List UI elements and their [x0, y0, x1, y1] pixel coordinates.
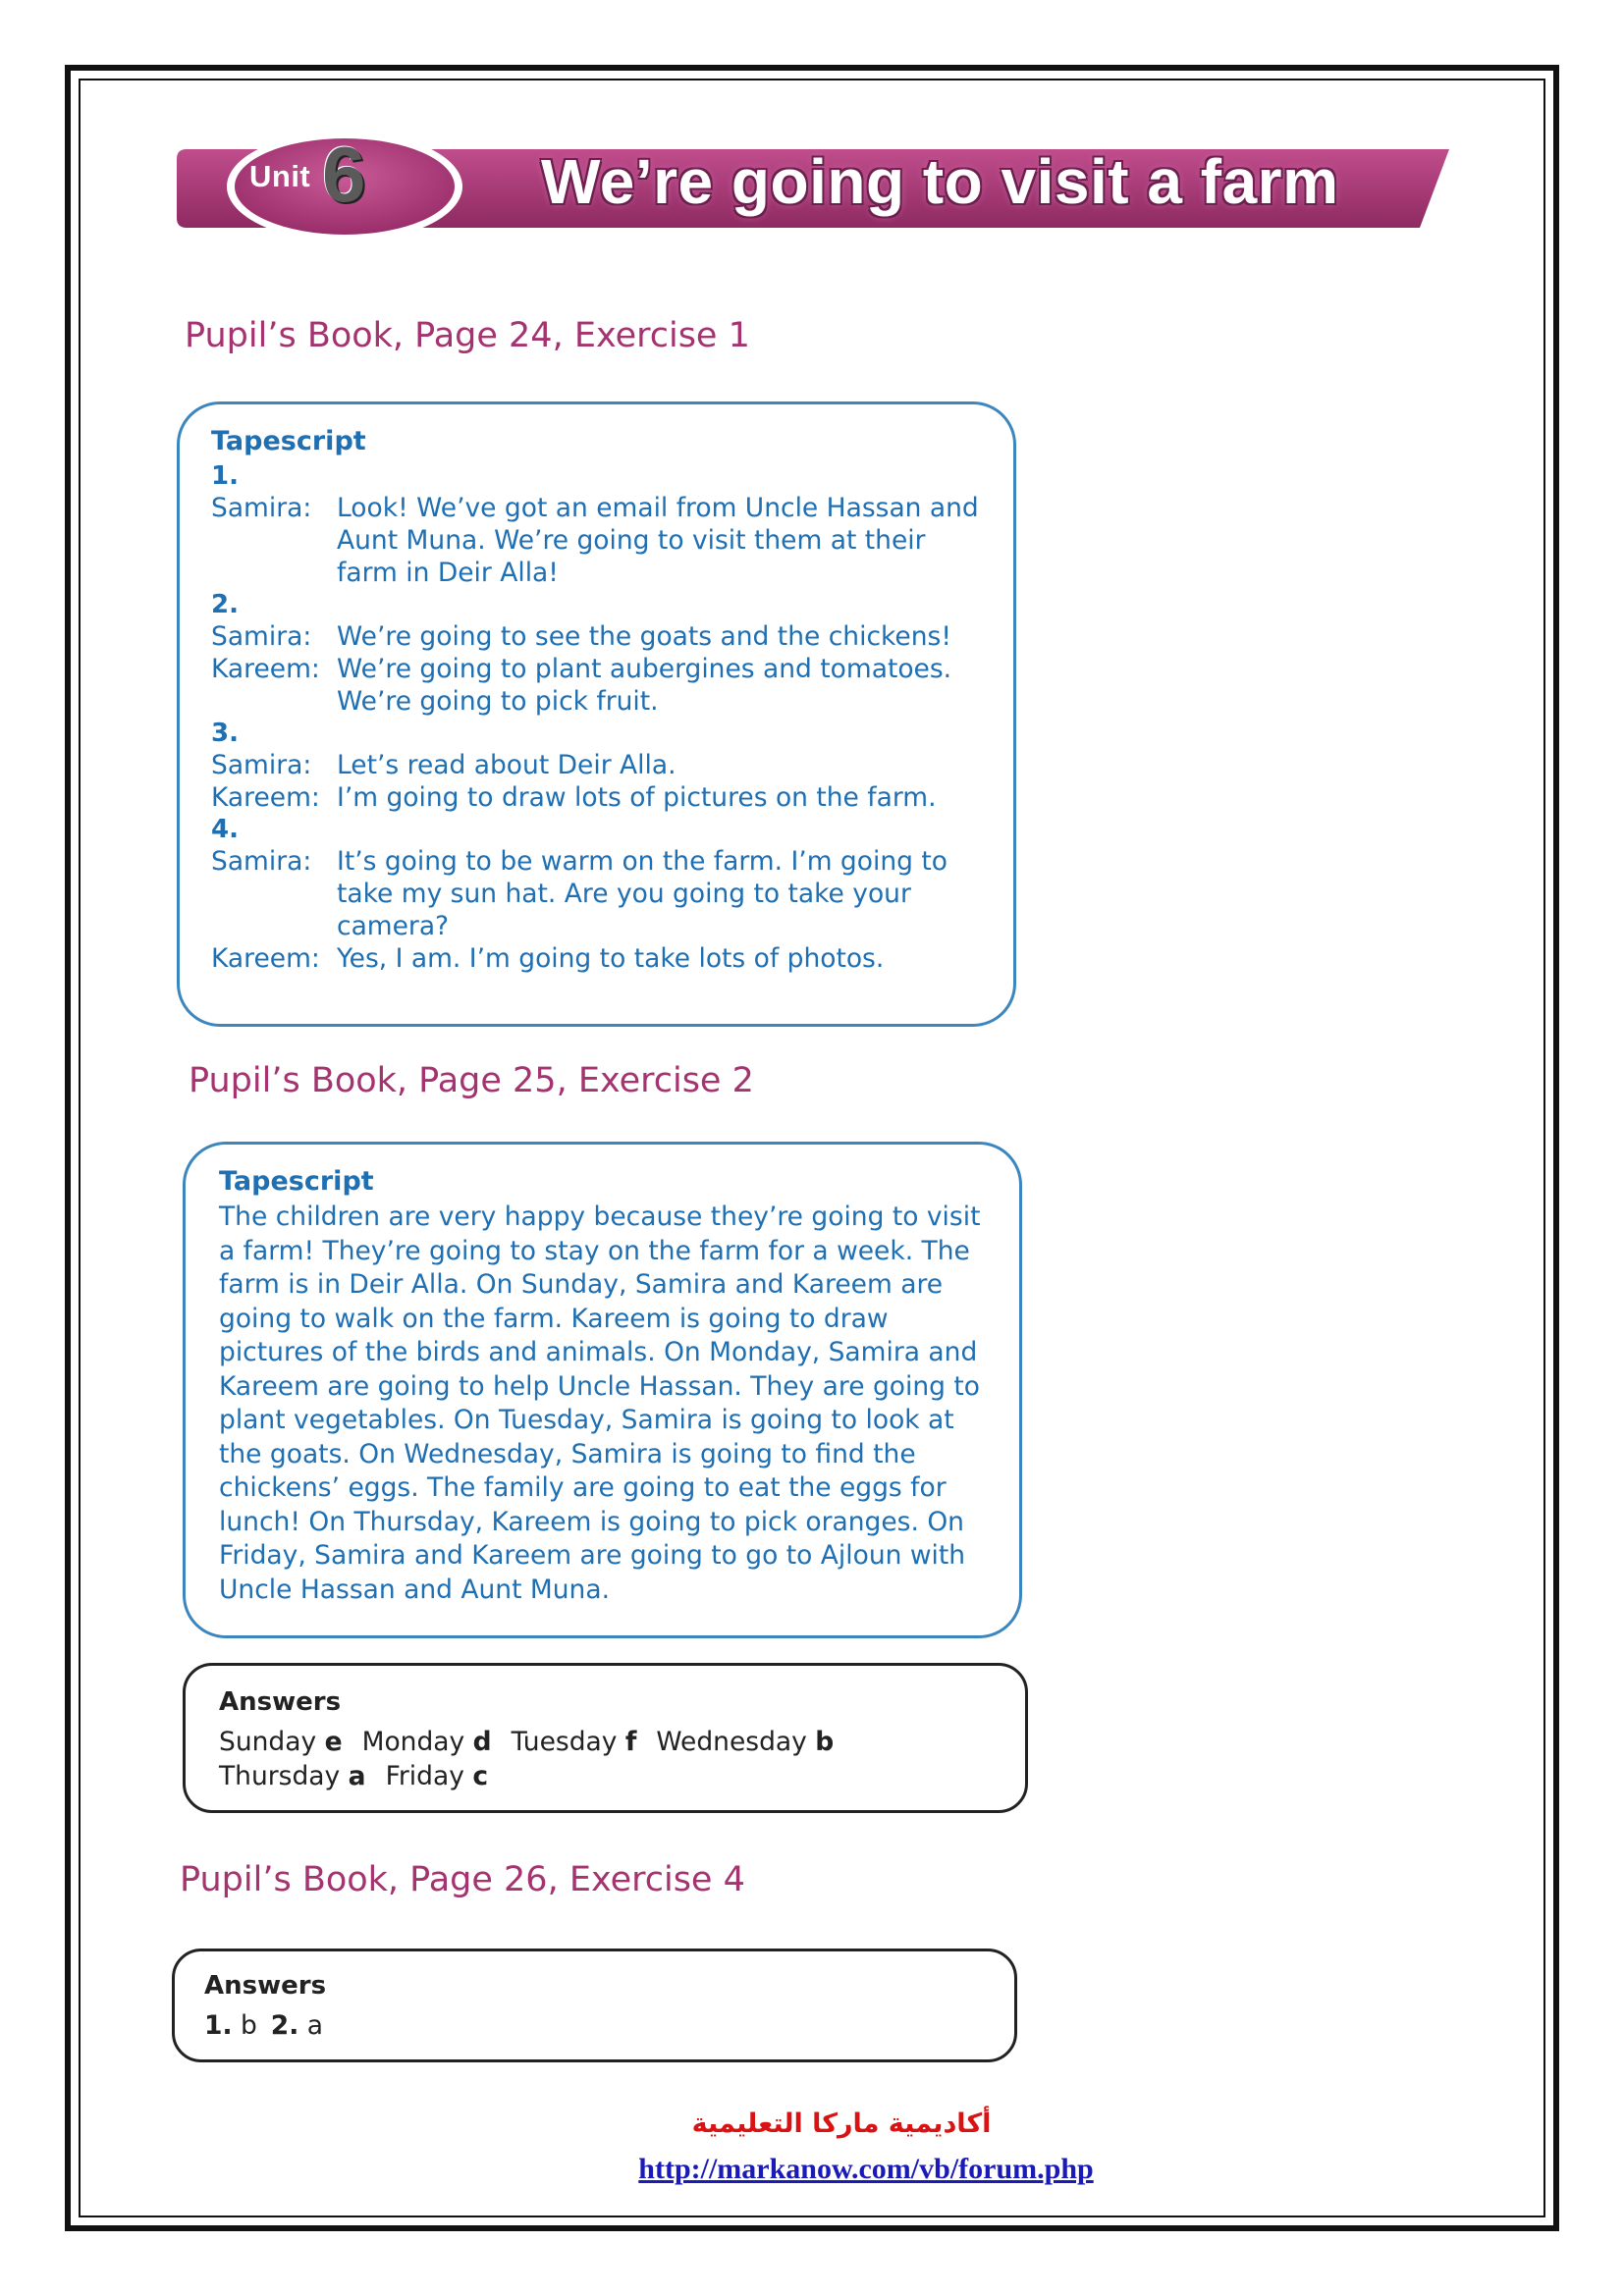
tapescript-title: Tapescript	[219, 1166, 374, 1197]
answer-day: Wednesday	[656, 1727, 807, 1757]
speaker-name: Samira:	[211, 493, 312, 523]
dialogue-number: 1.	[211, 461, 239, 491]
answer-item	[362, 1725, 492, 1759]
answer-day: Friday	[385, 1761, 464, 1791]
answer-letter: e	[324, 1727, 343, 1757]
answers-box-exercise-2	[183, 1663, 1028, 1813]
answer-item	[656, 1725, 834, 1759]
answers-row	[219, 1725, 996, 1759]
speaker-text: It’s going to be warm on the farm. I’m going to take my sun hat. Are you going to take your camera?	[337, 846, 947, 941]
dialogue-line	[211, 781, 984, 814]
answers-title: Answers	[204, 1971, 327, 2001]
section-heading-exercise-4: Pupil’s Book, Page 26, Exercise 4	[180, 1860, 745, 1899]
forum-link[interactable]: http://markanow.com/vb/forum.php	[638, 2153, 1094, 2185]
speaker-name: Samira:	[211, 750, 312, 780]
dialogue-line	[211, 492, 984, 589]
answer-value: b	[240, 2010, 257, 2041]
section-heading-exercise-1: Pupil’s Book, Page 24, Exercise 1	[185, 316, 750, 355]
dialogue-number: 4.	[211, 815, 239, 844]
speaker-text: I’m going to draw lots of pictures on the farm.	[337, 782, 937, 813]
answer-letter: b	[815, 1727, 835, 1757]
answers-box-exercise-4	[172, 1949, 1017, 2062]
speaker-text: Let’s read about Deir Alla.	[337, 750, 677, 780]
dialogue-line	[211, 942, 984, 975]
answer-item	[219, 1725, 343, 1759]
answer-number: 1.	[204, 2010, 233, 2041]
dialogue-line	[211, 749, 984, 781]
dialogue-line	[211, 845, 984, 942]
dialogue-line	[211, 620, 984, 653]
unit-title: We’re going to visit a farm	[541, 146, 1339, 217]
answer-letter: f	[624, 1727, 637, 1757]
dialogue-number: 3.	[211, 719, 239, 748]
dialogue-list	[211, 460, 984, 975]
answer-letter: c	[472, 1761, 489, 1791]
answer-day: Monday	[361, 1727, 465, 1757]
answer-letter: d	[472, 1727, 492, 1757]
speaker-text: We’re going to see the goats and the chickens!	[337, 621, 951, 652]
answer-value: a	[306, 2010, 323, 2041]
speaker-text: We’re going to plant aubergines and tomatoes. We’re going to pick fruit.	[337, 654, 952, 717]
answer-day: Sunday	[219, 1727, 317, 1757]
speaker-text: Look! We’ve got an email from Uncle Hassan and Aunt Muna. We’re going to visit them at their farm in Deir Alla!	[337, 493, 979, 588]
answer-item	[271, 2008, 323, 2043]
unit-number: 6	[322, 131, 366, 218]
answer-item	[512, 1725, 637, 1759]
answer-item	[386, 1759, 488, 1793]
speaker-name: Samira:	[211, 846, 312, 877]
academy-name: أكاديمية ماركا التعليمية	[691, 2109, 992, 2139]
dialogue-number: 2.	[211, 590, 239, 619]
speaker-name: Kareem:	[211, 782, 320, 813]
speaker-name: Kareem:	[211, 943, 320, 974]
answers-title: Answers	[219, 1687, 342, 1717]
answers-list	[204, 2008, 985, 2043]
answer-item	[219, 1759, 366, 1793]
speaker-text: Yes, I am. I’m going to take lots of photos.	[337, 943, 885, 974]
answer-item	[204, 2008, 257, 2043]
unit-label: Unit	[249, 159, 311, 193]
answer-number: 2.	[270, 2010, 299, 2041]
speaker-name: Samira:	[211, 621, 312, 652]
speaker-name: Kareem:	[211, 654, 320, 684]
section-heading-exercise-2: Pupil’s Book, Page 25, Exercise 2	[189, 1061, 754, 1100]
answers-list	[219, 1725, 996, 1793]
answer-day: Thursday	[219, 1761, 341, 1791]
unit-banner	[173, 130, 1449, 245]
tapescript-paragraph: The children are very happy because they’re going to visit a farm! They’re going to stay on the farm for a week. The farm is in Deir Alla. On Sunday, Samira and Kareem are going to walk on the farm. Kareem is going to draw pictures of the birds and animals. On Monday, Samira and Kareem are going to help Uncle Hassan. They are going to plant vegetables. On Tuesday, Samira is going to look at the goats. On Wednesday, Samira is going to find the chickens’ eggs. The family are going to eat the eggs for lunch! On Thursday, Kareem is going to pick oranges. On Friday, Samira and Kareem are going to go to Ajloun with Uncle Hassan and Aunt Muna.	[219, 1201, 981, 1605]
tapescript-box-exercise-1	[177, 401, 1016, 1027]
answer-day: Tuesday	[511, 1727, 618, 1757]
dialogue-line	[211, 653, 984, 718]
answer-letter: a	[348, 1761, 366, 1791]
answers-row	[219, 1759, 996, 1793]
tapescript-title: Tapescript	[211, 426, 366, 456]
tapescript-box-exercise-2	[183, 1142, 1022, 1638]
